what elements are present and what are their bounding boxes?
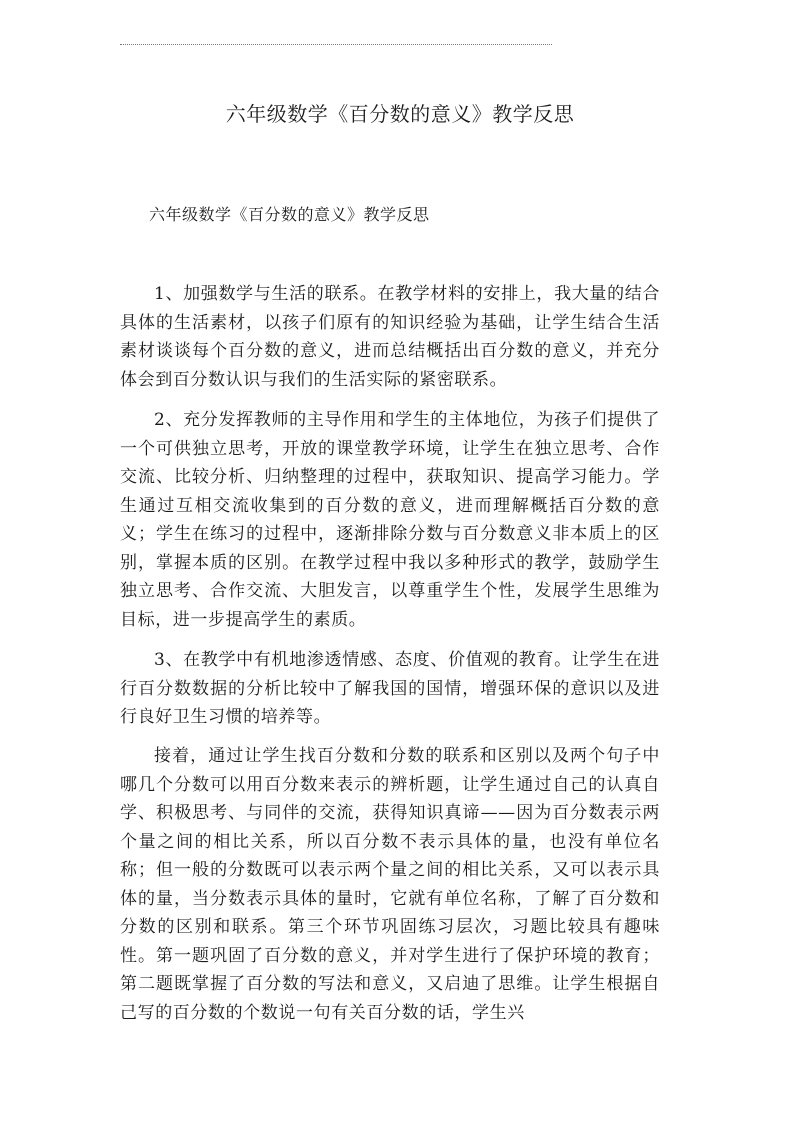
paragraph-4: 接着，通过让学生找百分数和分数的联系和区别以及两个句子中哪几个分数可以用百分数来表示的辨析题，让学生通过自己的认真自学、积极思考、与同伴的交流，获得知识真谛——因为百分数表示两个量之间的相比关系，所以百分数不表示具体的量，也没有单位名称；但一般的分数既可以表示两个量之间的相比关系，又可以表示具体的量，当分数表示具体的量时，它就有单位名称，了解了百分数和分数的区别和联系。第三个环节巩固练习层次，习题比较具有趣味性。第一题巩固了百分数的意义，并对学生进行了保护环境的教育；第二题既掌握了百分数的写法和意义，又启迪了思维。让学生根据自己写的百分数的个数说一句有关百分数的话，学生兴: [120, 746, 660, 1023]
paragraph-1: 1、加强数学与生活的联系。在教学材料的安排上，我大量的结合具体的生活素材，以孩子们原有的知识经验为基础，让学生结合生活素材谈谈每个百分数的意义，进而总结概括出百分数的意义，并充分体会到百分数认识与我们的生活实际的紧密联系。: [120, 284, 660, 390]
document-subtitle: 六年级数学《百分数的意义》教学反思: [149, 205, 430, 224]
document-title: 六年级数学《百分数的意义》教学反思: [225, 102, 575, 126]
header-rule: [120, 44, 552, 45]
paragraph-3: 3、在教学中有机地渗透情感、态度、价值观的教育。让学生在进行百分数数据的分析比较中了解我国的国情，增强环保的意识以及进行良好卫生习惯的培养等。: [120, 650, 660, 727]
paragraph-2: 2、充分发挥教师的主导作用和学生的主体地位，为孩子们提供了一个可供独立思考，开放的课堂教学环境，让学生在独立思考、合作交流、比较分析、归纳整理的过程中，获取知识、提高学习能力。学生通过互相交流收集到的百分数的意义，进而理解概括百分数的意义；学生在练习的过程中，逐渐排除分数与百分数意义非本质上的区别，掌握本质的区别。在教学过程中我以多种形式的教学，鼓励学生独立思考、合作交流、大胆发言，以尊重学生个性，发展学生思维为目标，进一步提高学生的素质。: [120, 410, 660, 630]
